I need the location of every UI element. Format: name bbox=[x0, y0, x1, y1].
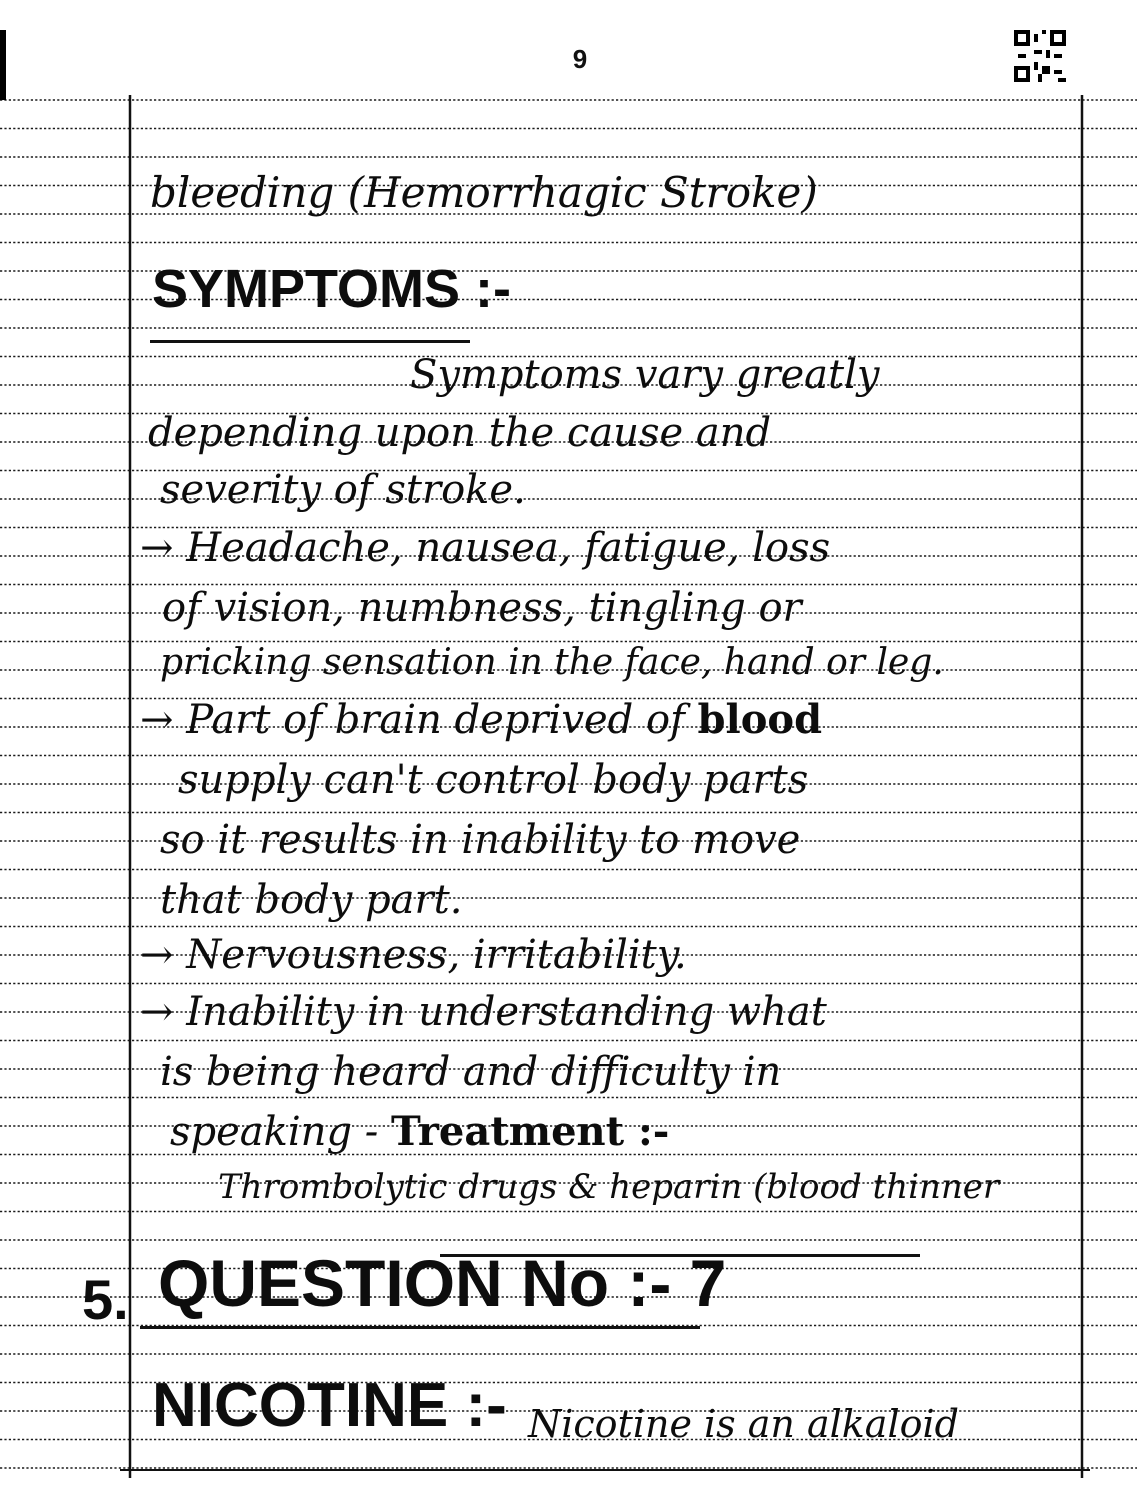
text-line-14: → Inability in understanding what bbox=[140, 989, 827, 1035]
text-line-9-start: → Part of brain deprived of bbox=[140, 697, 698, 743]
text-line-5: severity of stroke. bbox=[160, 467, 526, 513]
text-line-12: that body part. bbox=[160, 877, 463, 923]
nicotine-text: Nicotine is an alkaloid bbox=[528, 1402, 959, 1446]
text-line-9 bbox=[140, 696, 823, 743]
question-heading-underline bbox=[140, 1326, 700, 1329]
text-line-16 bbox=[170, 1108, 670, 1155]
page-number: 9 bbox=[572, 44, 588, 74]
qr-code-icon bbox=[1014, 30, 1066, 82]
symptoms-heading: SYMPTOMS :- bbox=[152, 259, 512, 319]
text-line-6: → Headache, nausea, fatigue, loss bbox=[140, 525, 831, 571]
text-line-10: supply can't control body parts bbox=[178, 757, 809, 803]
text-line-13: → Nervousness, irritability. bbox=[140, 932, 687, 978]
text-line-8: pricking sensation in the face, hand or leg. bbox=[160, 642, 944, 683]
binding-edge bbox=[0, 30, 6, 100]
heading-underline bbox=[150, 340, 470, 343]
text-line-16-start: speaking - bbox=[170, 1109, 391, 1155]
text-line-9-bold: blood bbox=[697, 696, 823, 743]
text-line-4: depending upon the cause and bbox=[148, 410, 772, 456]
text-line-17: Thrombolytic drugs & heparin (blood thinner bbox=[218, 1167, 1000, 1207]
treatment-heading: Treatment :- bbox=[391, 1108, 670, 1155]
nicotine-heading: NICOTINE :- bbox=[152, 1371, 507, 1440]
question-heading: QUESTION No :- 7 bbox=[158, 1246, 727, 1320]
text-line-11: so it results in inability to move bbox=[160, 817, 801, 863]
question-number: 5. bbox=[82, 1268, 129, 1331]
text-line-3: Symptoms vary greatly bbox=[410, 352, 880, 398]
text-line-1: bleeding (Hemorrhagic Stroke) bbox=[150, 168, 818, 217]
text-line-7: of vision, numbness, tingling or bbox=[162, 585, 802, 631]
text-line-15: is being heard and difficulty in bbox=[160, 1049, 782, 1095]
